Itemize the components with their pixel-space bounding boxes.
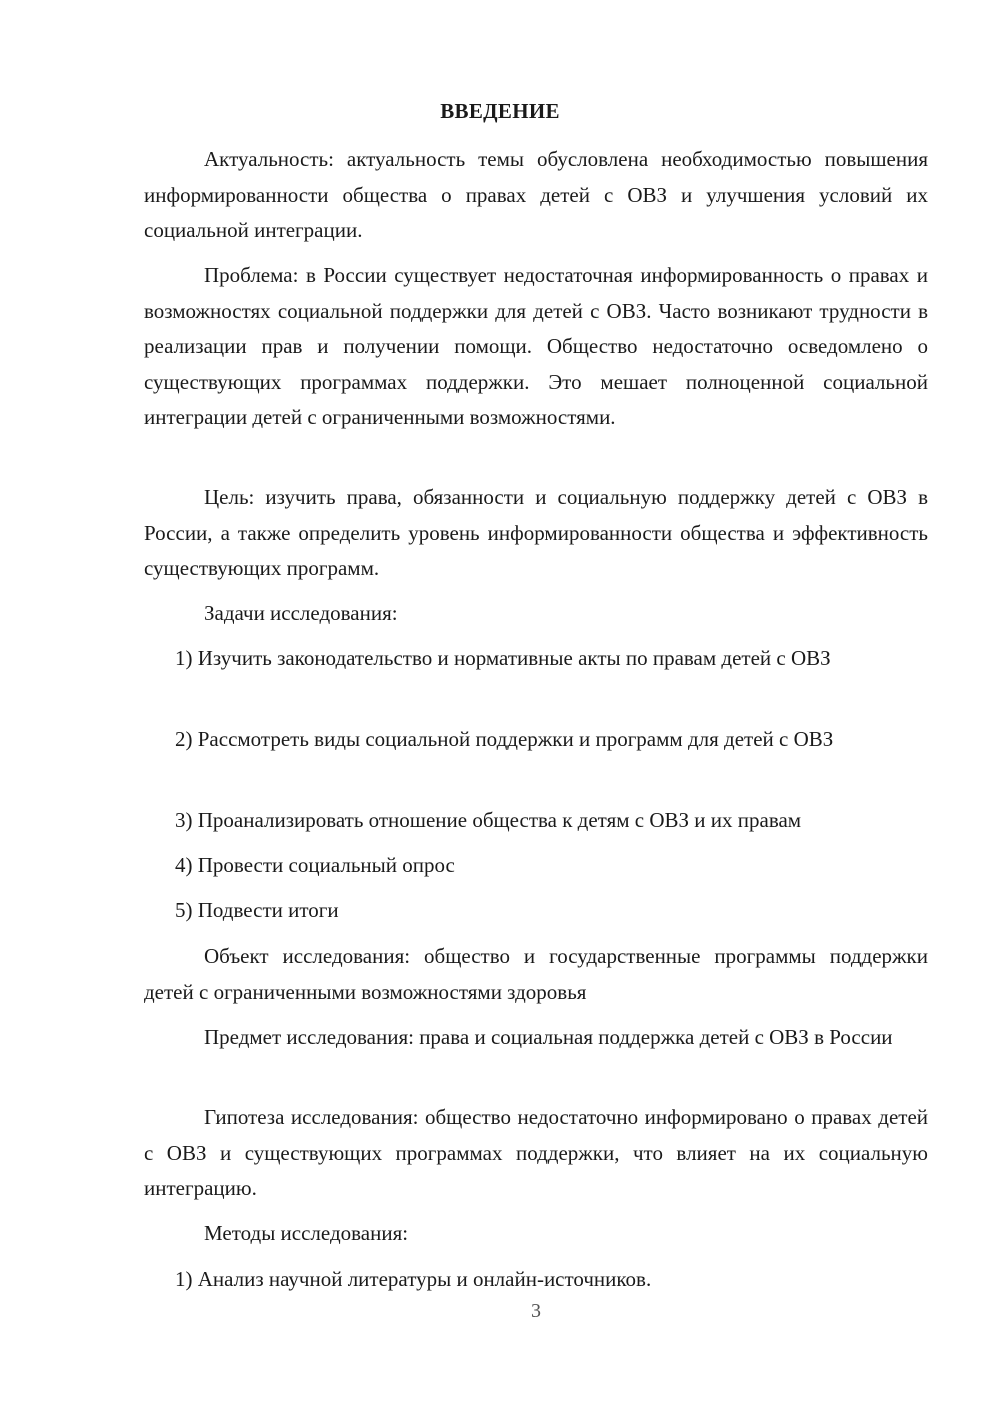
method-item-1: 1) Анализ научной литературы и онлайн-источников. xyxy=(175,1267,652,1291)
tasks-heading: Задачи исследования: xyxy=(204,601,398,625)
page-title: ВВЕДЕНИЕ xyxy=(440,99,560,123)
task-item-2: 2) Рассмотреть виды социальной поддержки и программ для детей с ОВЗ xyxy=(175,727,834,751)
page-number: 3 xyxy=(531,1300,541,1322)
hypothesis-paragraph: Гипотеза исследования: общество недостаточно информировано о правах детей с ОВЗ и существующих программах поддержки, что влияет на их социальную интеграцию. xyxy=(144,1105,928,1200)
task-item-1: 1) Изучить законодательство и нормативные акты по правам детей с ОВЗ xyxy=(175,646,831,670)
relevance-paragraph: Актуальность: актуальность темы обусловлена необходимостью повышения информированности общества о правах детей с ОВЗ и улучшения условий их социальной интеграции. xyxy=(144,147,928,242)
problem-paragraph: Проблема: в России существует недостаточная информированность о правах и возможностях социальной поддержки для детей с ОВЗ. Часто возникают трудности в реализации прав и получении помощи. Общество недостаточно осведомлено о существующих программах поддержки. Это мешает полноценной социальной интеграции детей с ограниченными возможностями. xyxy=(144,263,928,429)
task-item-3: 3) Проанализировать отношение общества к детям с ОВЗ и их правам xyxy=(175,808,802,832)
object-paragraph: Объект исследования: общество и государственные программы поддержки детей с ограниченными возможностями здоровья xyxy=(144,944,928,1004)
task-item-5: 5) Подвести итоги xyxy=(175,898,339,922)
task-item-4: 4) Провести социальный опрос xyxy=(175,853,455,877)
goal-paragraph: Цель: изучить права, обязанности и социальную поддержку детей с ОВЗ в России, а также определить уровень информированности общества и эффективность существующих программ. xyxy=(144,485,928,580)
methods-heading: Методы исследования: xyxy=(204,1221,409,1245)
subject-paragraph: Предмет исследования: права и социальная поддержка детей с ОВЗ в России xyxy=(204,1025,893,1049)
